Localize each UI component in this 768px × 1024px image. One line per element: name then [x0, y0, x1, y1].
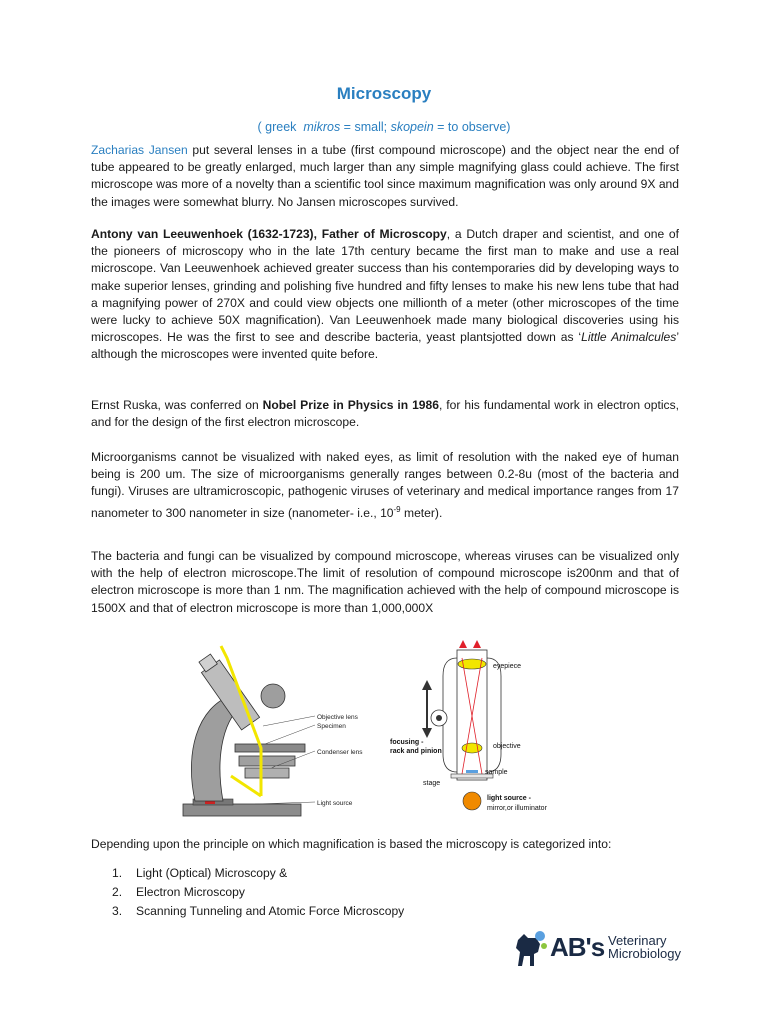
- ruska-text: , for his fundamental work in electron optics, and for the design of the first electron microscope.: [91, 398, 680, 430]
- subtitle: [0, 120, 768, 134]
- logo-subtitle: [608, 934, 681, 960]
- nobel-prize: Nobel Prize in Physics in 1986: [262, 398, 439, 412]
- label-eyepiece: eyepiece: [493, 663, 522, 670]
- categories-intro-text: Depending upon the principle on which magnification is based the microscopy is categorized into:: [91, 837, 612, 851]
- paragraph-leeuwenhoek-text: , a Dutch draper and scientist, and one of the pioneers of microscopy who in the late 17th century became the first man to make and use a real microscope. Van Leeuwenhoek achieved greater success than his contemporaries did by developing ways to make superior lenses, grinding and polishing five hundred and fifty lenses to make his new lens tube that had a magnifying power of 270X and could view objects one millionth of a meter (other microscopes of the time were lucky to achieve 50X magnification). Van Leeuwenhoek made many biological discoveries using his microscopes. He was the first to see and describe bacteria, yeast plantsjotted down as ‘: [91, 227, 679, 345]
- list-item: [112, 883, 404, 902]
- subtitle-term-mikros: mikros: [303, 120, 341, 134]
- list-item: [112, 864, 404, 883]
- list-number: 3.: [112, 904, 123, 918]
- subtitle-eq-observe: = to observe): [433, 120, 511, 134]
- compound-microscope-illustration: [183, 646, 363, 816]
- exponent: -9: [393, 504, 401, 514]
- logo-brand: AB's: [550, 932, 605, 962]
- paragraph-leeuwenhoek: [91, 226, 679, 364]
- label-focusing: focusing -: [390, 739, 424, 746]
- logo-line1: Veterinary: [608, 933, 667, 948]
- paragraph-leeuwenhoek-tail: ’ although the microscopes were invented quite before.: [91, 330, 679, 362]
- list-text: Scanning Tunneling and Atomic Force Microscopy: [136, 904, 405, 918]
- label-rack-and-pinion: rack and pinion: [390, 748, 442, 755]
- label-stage: stage: [423, 780, 441, 787]
- name-jansen: Zacharias Jansen: [91, 143, 188, 157]
- subtitle-open: ( greek: [257, 120, 297, 134]
- label-objective: objective: [493, 743, 521, 750]
- paragraph-microorganisms: [91, 449, 679, 522]
- label-specimen: Specimen: [317, 723, 346, 730]
- paragraph-jansen-text: put several lenses in a tube (first compound microscope) and the object near the end of tube appeared to be greatly enlarged, much larger than any simple magnifying glass could achieve. The first microscope was more of a novelty than a scientific tool since maximum magnification was only around 9X and the images were somewhat blurry. No Jansen microscopes survived.: [91, 143, 679, 209]
- list-number: 2.: [112, 885, 123, 899]
- list-text: Light (Optical) Microscopy &: [136, 866, 288, 880]
- father-of-microscopy: Father of Microscopy: [321, 227, 447, 241]
- logo-line2: Microbiology: [608, 946, 681, 961]
- label-sample: sample: [485, 769, 508, 776]
- label-mirror-illuminator: mirror,or illuminator: [487, 805, 547, 812]
- microscope-figures: [175, 636, 595, 822]
- ruska-pre: Ernst Ruska, was conferred on: [91, 398, 263, 412]
- label-light-source: Light source: [317, 800, 353, 807]
- label-condenser-lens: Condenser lens: [317, 749, 363, 756]
- label-light-source-right: light source -: [487, 795, 531, 802]
- microorganisms-text: Microorganisms cannot be visualized with naked eyes, as limit of resolution with the naked eye of human being is 200 um. The size of microorganisms generally ranges between 0.2-8u (most of the bacteria and fungi). Viruses are ultramicroscopic, pathogenic viruses of veterinary and medical importance ranges from 17 nanometer to 300 nanometer in size (nanometer- i.e., 10: [91, 450, 679, 520]
- paragraph-categories-intro: [91, 836, 679, 853]
- microscopy-category-list: [112, 864, 404, 921]
- list-item: [112, 902, 404, 921]
- dog-silhouette-icon: [510, 928, 550, 972]
- name-leeuwenhoek: Antony van Leeuwenhoek (1632-1723),: [91, 227, 317, 241]
- abs-logo: [510, 928, 680, 972]
- microorganisms-tail: meter).: [400, 505, 443, 520]
- page-title: Microscopy: [336, 84, 432, 103]
- paragraph-visualization: [91, 548, 679, 617]
- paragraph-jansen: [91, 142, 679, 211]
- list-number: 1.: [112, 866, 123, 880]
- subtitle-term-skopein: skopein: [390, 120, 434, 134]
- list-text: Electron Microscopy: [136, 885, 245, 899]
- label-objective-lens: Objective lens: [317, 714, 358, 721]
- subtitle-eq-small: = small;: [340, 120, 388, 134]
- visualization-text: The bacteria and fungi can be visualized by compound microscope, whereas viruses can be visualized only with the help of electron microscope.The limit of resolution of compound microscope is200nm and that of electron microscope is more than 1 nm. The magnification achieved with the help of compound microscope is 1500X and that of electron microscope is more than 1,000,000X: [91, 549, 679, 615]
- little-animalcules: Little Animalcules: [581, 330, 677, 345]
- paragraph-ruska: [91, 397, 679, 431]
- optical-path-diagram: [390, 640, 548, 812]
